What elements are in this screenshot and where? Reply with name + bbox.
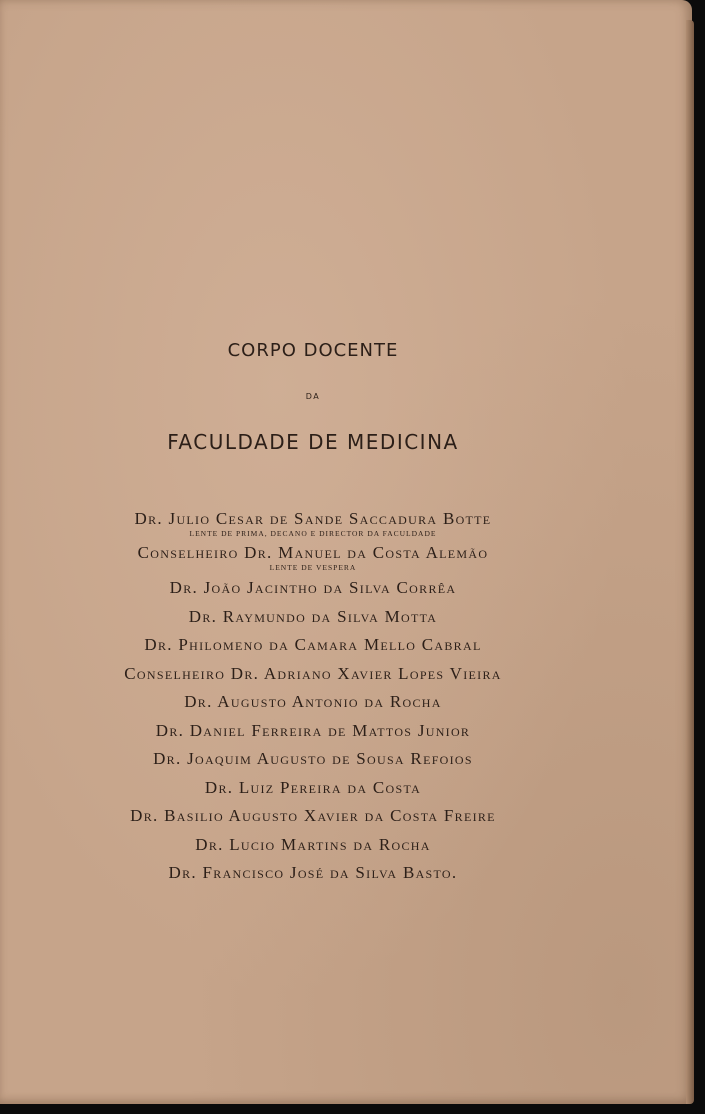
member-name: Dr. Philomeno da Camara Mello Cabral	[144, 635, 482, 654]
member-name: Conselheiro Dr. Manuel da Costa Alemão	[137, 543, 489, 562]
member-name: Dr. Basilio Augusto Xavier da Costa Freire	[130, 806, 496, 825]
heading-connector: DA	[305, 392, 321, 401]
member-name: Dr. João Jacintho da Silva Corrêa	[169, 578, 457, 597]
member-role: LENTE DE VESPERA	[269, 563, 357, 572]
member-name: Dr. Luiz Pereira da Costa	[204, 777, 422, 797]
member-name: Dr. Lucio Martins da Rocha	[195, 834, 431, 854]
page-edge	[686, 20, 694, 1104]
member-role: LENTE DE PRIMA, DECANO E DIRECTOR DA FACULDADE	[189, 529, 437, 538]
member-name: Dr. Daniel Ferreira de Mattos Junior	[155, 720, 471, 740]
member-name: Conselheiro Dr. Adriano Xavier Lopes Vieira	[124, 663, 502, 683]
member-name: Dr. Francisco José da Silva Basto.	[168, 863, 458, 882]
member-name: Dr. Julio Cesar de Sande Saccadura Botte	[134, 509, 492, 528]
member-name: Dr. Raymundo da Silva Motta	[188, 606, 438, 626]
faculty-member-list	[0, 506, 626, 888]
member-name: Dr. Joaquim Augusto de Sousa Refoios	[153, 749, 473, 768]
member-name: Dr. Augusto Antonio da Rocha	[184, 692, 442, 711]
faculty-title: FACULDADE DE MEDICINA	[167, 430, 459, 454]
page-heading: CORPO DOCENTE	[227, 340, 399, 361]
